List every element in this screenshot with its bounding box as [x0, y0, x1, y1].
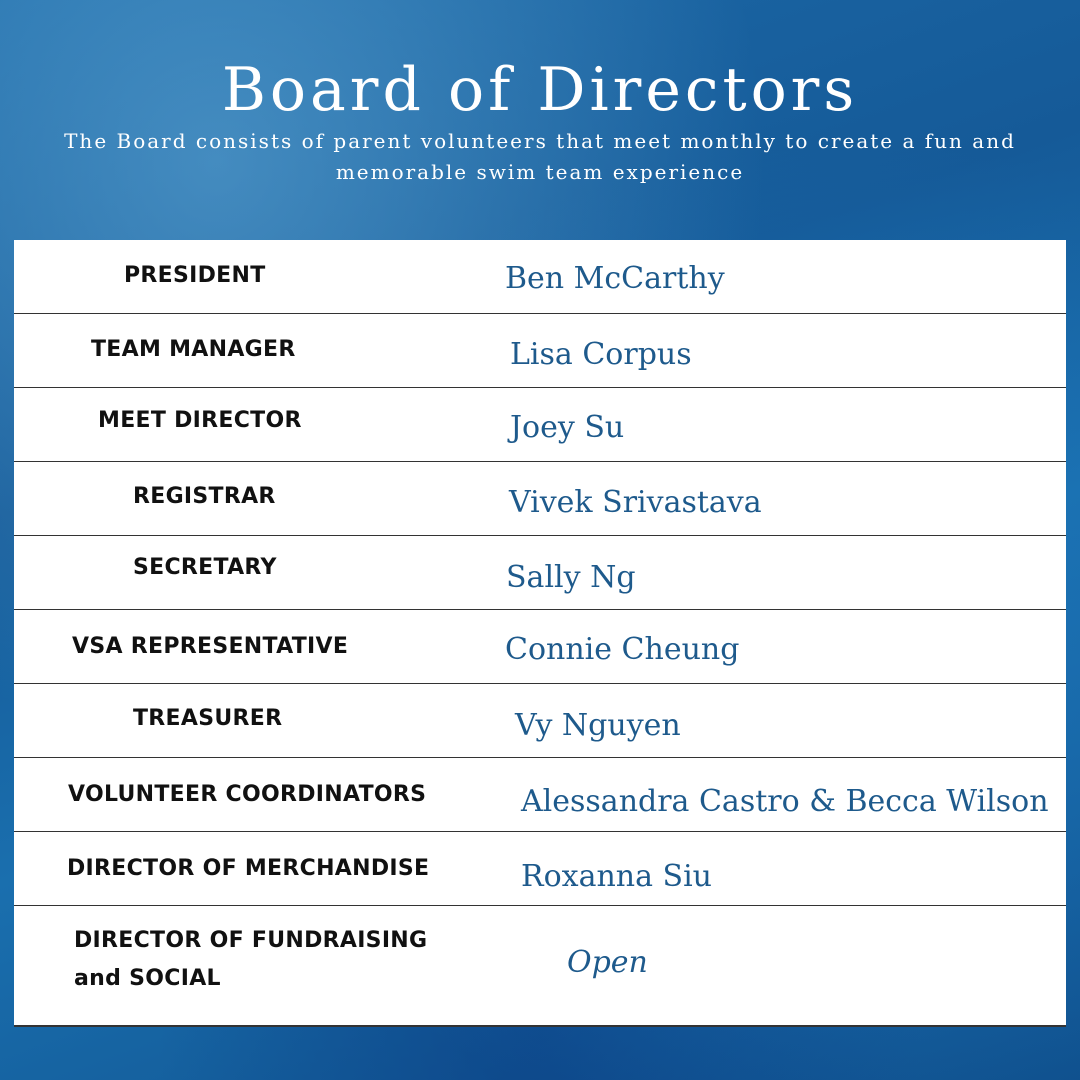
board-table [14, 240, 1066, 1027]
board-row-volunteer-coordinators [14, 758, 1066, 832]
role-label: DIRECTOR OF MERCHANDISE [67, 856, 430, 881]
member-name: Roxanna Siu [521, 859, 712, 894]
board-row-president [14, 240, 1066, 314]
board-row-director-of-fundraising [14, 906, 1066, 1023]
role-label: REGISTRAR [133, 484, 276, 509]
board-row-meet-director [14, 388, 1066, 462]
board-row-treasurer [14, 684, 1066, 758]
member-name: Sally Ng [506, 560, 636, 595]
role-label: TEAM MANAGER [91, 337, 296, 362]
board-row-team-manager [14, 314, 1066, 388]
role-label: VOLUNTEER COORDINATORS [68, 782, 427, 807]
board-row-secretary [14, 536, 1066, 610]
member-name: Open [567, 945, 648, 980]
role-label: PRESIDENT [124, 263, 266, 288]
member-name: Lisa Corpus [510, 337, 692, 372]
header [0, 54, 1080, 188]
role-label: TREASURER [133, 706, 283, 731]
role-label: DIRECTOR OF FUNDRAISING and SOCIAL [74, 928, 428, 991]
board-row-director-of-merchandise [14, 832, 1066, 906]
member-name: Ben McCarthy [505, 261, 725, 296]
member-name: Connie Cheung [505, 632, 740, 667]
member-name: Vy Nguyen [515, 708, 681, 743]
board-row-registrar [14, 462, 1066, 536]
role-label: VSA REPRESENTATIVE [72, 634, 349, 659]
member-name: Vivek Srivastava [509, 485, 762, 520]
page-subtitle: The Board consists of parent volunteers that meet monthly to create a fun and memorable swim team experience [64, 129, 1016, 184]
member-name: Joey Su [510, 410, 625, 445]
role-label: MEET DIRECTOR [98, 408, 302, 433]
member-name: Alessandra Castro & Becca Wilson [521, 784, 1049, 819]
role-label: SECRETARY [133, 555, 277, 580]
board-row-vsa-representative [14, 610, 1066, 684]
page-title: Board of Directors [221, 55, 859, 125]
